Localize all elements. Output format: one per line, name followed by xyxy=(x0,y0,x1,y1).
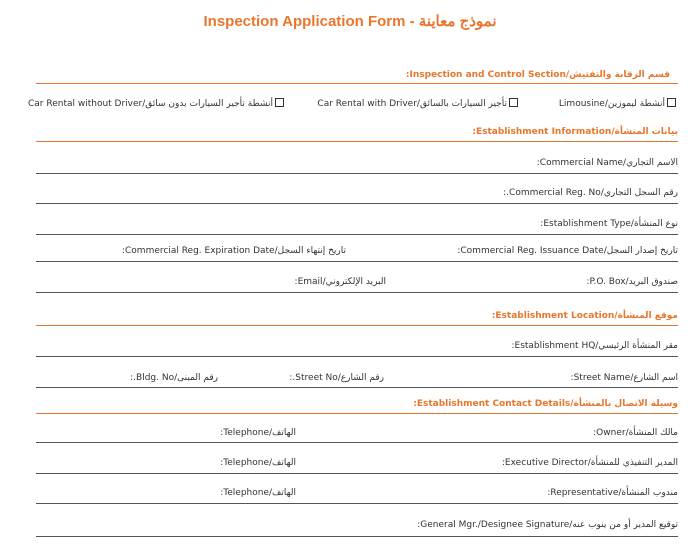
hq-line[interactable] xyxy=(36,356,678,357)
issuance-date-label: تاريخ إصدار السجل/Commercial Reg. Issuance Date: xyxy=(457,246,678,256)
representative-telephone-label: الهاتف/Telephone: xyxy=(220,488,296,498)
commercial-reg-no-label: رقم السجل التجاري/Commercial Reg. No.: xyxy=(503,188,678,198)
establishment-type-line[interactable] xyxy=(36,234,678,235)
owner-label: مالك المنشأة/Owner: xyxy=(593,428,678,438)
checkbox-label-with-driver: تأجير السيارات بالسائق/Car Rental with Driver xyxy=(317,99,507,109)
representative-line[interactable] xyxy=(36,503,678,504)
email-label: البريد الإلكتروني/Email: xyxy=(294,277,386,287)
hq-label: مقر المنشأة الرئيسي/Establishment HQ: xyxy=(511,341,678,351)
checkbox-limousine[interactable] xyxy=(559,98,678,110)
checkbox-box[interactable] xyxy=(667,98,676,107)
street-name-label: اسم الشارع/Street Name: xyxy=(570,373,678,383)
po-box-label: صندوق البريد/P.O. Box: xyxy=(586,277,678,287)
establishment-type-label: نوع المنشأة/Establishment Type: xyxy=(540,219,678,229)
checkbox-car-rental-with-driver[interactable] xyxy=(317,98,520,110)
signature-line[interactable] xyxy=(36,536,678,537)
section-contact-details-title: وسيلة الاتصال بالمنشأة/Establishment Contact Details: xyxy=(413,399,678,409)
executive-director-label: المدير التنفيذي للمنشأة/Executive Director: xyxy=(501,458,678,468)
section-divider xyxy=(36,325,678,326)
street-no-label: رقم الشارع/Street No.: xyxy=(289,373,384,383)
commercial-reg-no-line[interactable] xyxy=(36,203,678,204)
executive-director-telephone-label: الهاتف/Telephone: xyxy=(220,458,296,468)
bldg-no-label: رقم المبنى/Bldg. No.: xyxy=(130,373,218,383)
checkbox-label-without-driver: أنشطة تأجير السيارات بدون سائق/Car Rental without Driver xyxy=(28,99,273,109)
section-divider xyxy=(36,141,678,142)
checkbox-box[interactable] xyxy=(275,98,284,107)
dates-line[interactable] xyxy=(36,261,678,262)
section-establishment-location-title: موقع المنشأة/Establishment Location: xyxy=(491,311,678,321)
checkbox-box[interactable] xyxy=(509,98,518,107)
owner-line[interactable] xyxy=(36,442,678,443)
owner-telephone-label: الهاتف/Telephone: xyxy=(220,428,296,438)
form-title: Inspection Application Form - نموذج معاينة xyxy=(203,13,497,30)
street-line[interactable] xyxy=(36,387,678,388)
expiration-date-label: تاريخ إنتهاء السجل/Commercial Reg. Expiration Date: xyxy=(121,246,346,256)
signature-label: توقيع المدير أو من ينوب عنه/General Mgr./Designee Signature: xyxy=(417,520,678,530)
section-divider xyxy=(36,83,678,84)
commercial-name-label: الاسم التجاري/Commercial Name: xyxy=(536,158,678,168)
representative-label: مندوب المنشأة/Representative: xyxy=(547,488,678,498)
section-divider xyxy=(36,413,678,414)
executive-director-line[interactable] xyxy=(36,473,678,474)
po-box-email-line[interactable] xyxy=(36,292,678,293)
section-inspection-title: قسم الرقابة والتفتيش/Inspection and Control Section: xyxy=(405,70,670,80)
commercial-name-line[interactable] xyxy=(36,173,678,174)
checkbox-car-rental-without-driver[interactable] xyxy=(28,98,286,110)
checkbox-label-limousine: أنشطة ليموزين/Limousine xyxy=(558,99,665,109)
section-establishment-info-title: بيانات المنشأة/Establishment Information: xyxy=(472,127,678,137)
